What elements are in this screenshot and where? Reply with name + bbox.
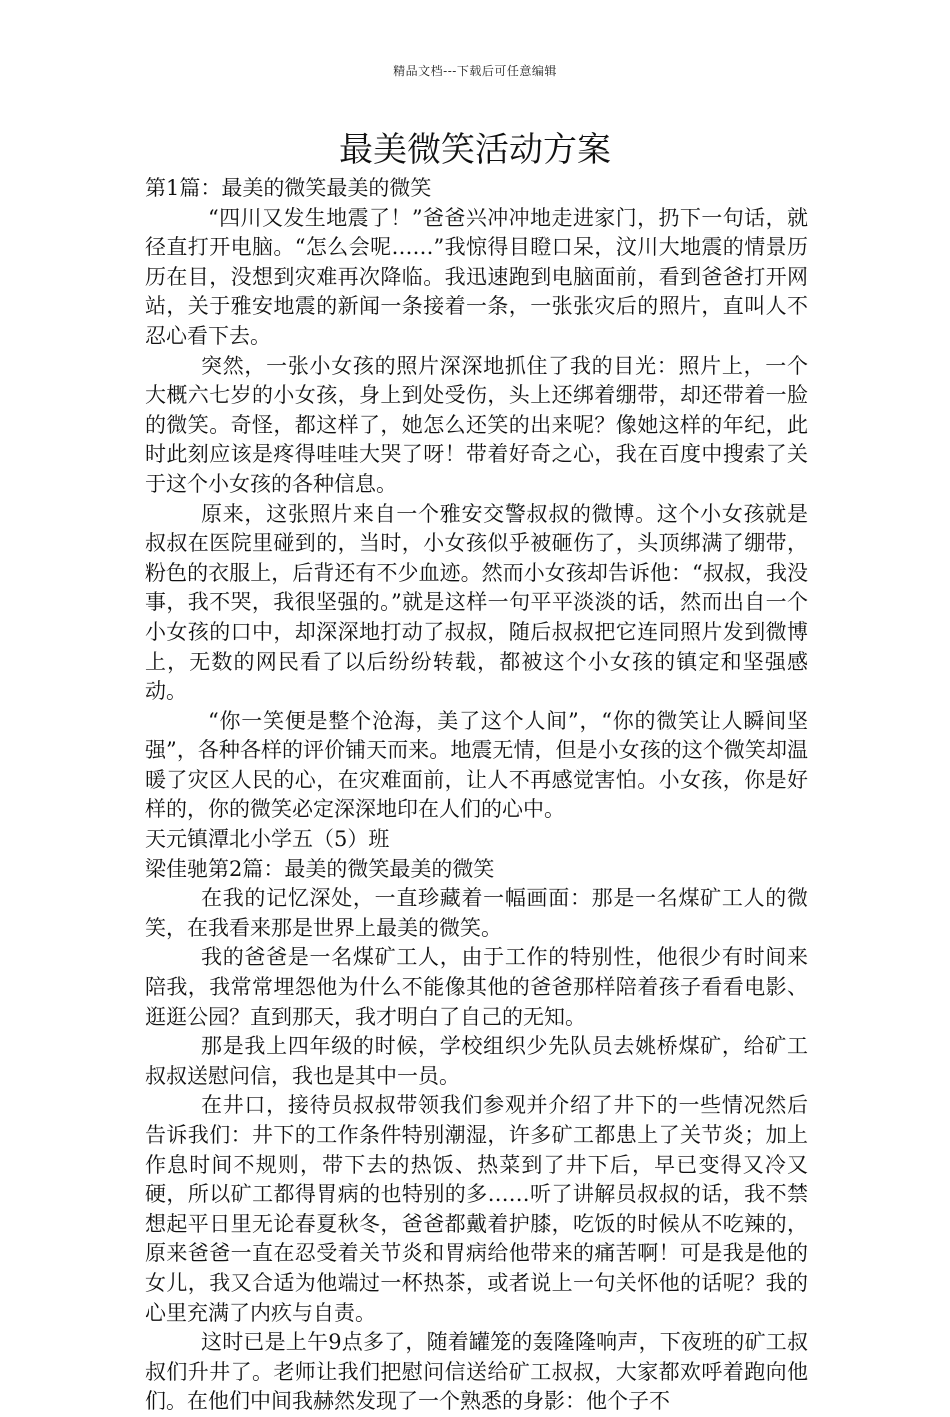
paragraph-5: 在我的记忆深处，一直珍藏着一幅画面：那是一名煤矿工人的微笑，在我看来那是世界上最美的微笑。 [145,886,808,940]
paragraph-2: 突然，一张小女孩的照片深深地抓住了我的目光：照片上，一个大概六七岁的小女孩，身上到处受伤，头上还绑着绷带，却还带着一脸的微笑。奇怪，都这样了，她怎么还笑的出来呢？像她这样的年纪，此时此刻应该是疼得哇哇大哭了呀！带着好奇之心，我在百度中搜索了关于这个小女孩的各种信息。 [145,353,808,496]
paragraph-6: 我的爸爸是一名煤矿工人，由于工作的特别性，他很少有时间来陪我，我常常埋怨他为什么不能像其他的爸爸那样陪着孩子看看电影、逛逛公园？直到那天，我才明白了自己的无知。 [145,945,808,1029]
part1-heading: 第1篇：最美的微笑最美的微笑 [145,176,432,200]
paragraph-1: “四川又发生地震了！”爸爸兴冲冲地走进家门，扔下一句话，就径直打开电脑。“怎么会呢……”我惊得目瞪口呆，汶川大地震的情景历历在目，没想到灾难再次降临。我迅速跑到电脑面前，看到爸爸打开网站，关于雅安地震的新闻一条接着一条，一张张灾后的照片，直叫人不忍心看下去。 [145,205,808,348]
document-title: 最美微笑活动方案 [339,130,611,170]
part2-heading: 梁佳驰第2篇：最美的微笑最美的微笑 [145,856,495,881]
document-body [145,174,808,1417]
paragraph-3: 原来，这张照片来自一个雅安交警叔叔的微博。这个小女孩就是叔叔在医院里碰到的，当时，小女孩似乎被砸伤了，头顶绑满了绷带，粉色的衣服上，后背还有不少血迹。然而小女孩却告诉他：“叔叔，我没事，我不哭，我很坚强的。”就是这样一句平平淡淡的话，然而出自一个小女孩的口中，却深深地打动了叔叔，随后叔叔把它连同照片发到微博上，无数的网民看了以后纷纷转载，都被这个小女孩的镇定和坚强感动。 [145,501,808,704]
page-header-note: 精品文档---下载后可任意编辑 [393,64,557,78]
paragraph-8: 在井口，接待员叔叔带领我们参观并介绍了井下的一些情况然后告诉我们：井下的工作条件特别潮湿，许多矿工都患上了关节炎；加上作息时间不规则，带下去的热饭、热菜到了井下后，早已变得又冷又硬，所以矿工都得胃病的也特别的多……听了讲解员叔叔的话，我不禁想起平日里无论春夏秋冬，爸爸都戴着护膝，吃饭的时候从不吃辣的，原来爸爸一直在忍受着关节炎和胃病给他带来的痛苦啊！可是我是他的女儿，我又合适为他端过一杯热茶，或者说上一句关怀他的话呢？我的心里充满了内疚与自责。 [145,1093,808,1325]
school-line: 天元镇潭北小学五（5）班 [145,827,390,852]
paragraph-9: 这时已是上午9点多了，随着罐笼的轰隆隆响声，下夜班的矿工叔叔们升井了。老师让我们把慰问信送给矿工叔叔，大家都欢呼着跑向他们。在他们中间我赫然发现了一个熟悉的身影：他个子不 [145,1330,808,1414]
paragraph-4: “你一笑便是整个沧海，美了这个人间”，“你的微笑让人瞬间坚强”，各种各样的评价铺天而来。地震无情，但是小女孩的这个微笑却温暖了灾区人民的心，在灾难面前，让人不再感觉害怕。小女孩，你是好样的，你的微笑必定深深地印在人们的心中。 [145,708,808,822]
paragraph-7: 那是我上四年级的时候，学校组织少先队员去姚桥煤矿，给矿工叔叔送慰问信，我也是其中一员。 [145,1034,808,1088]
